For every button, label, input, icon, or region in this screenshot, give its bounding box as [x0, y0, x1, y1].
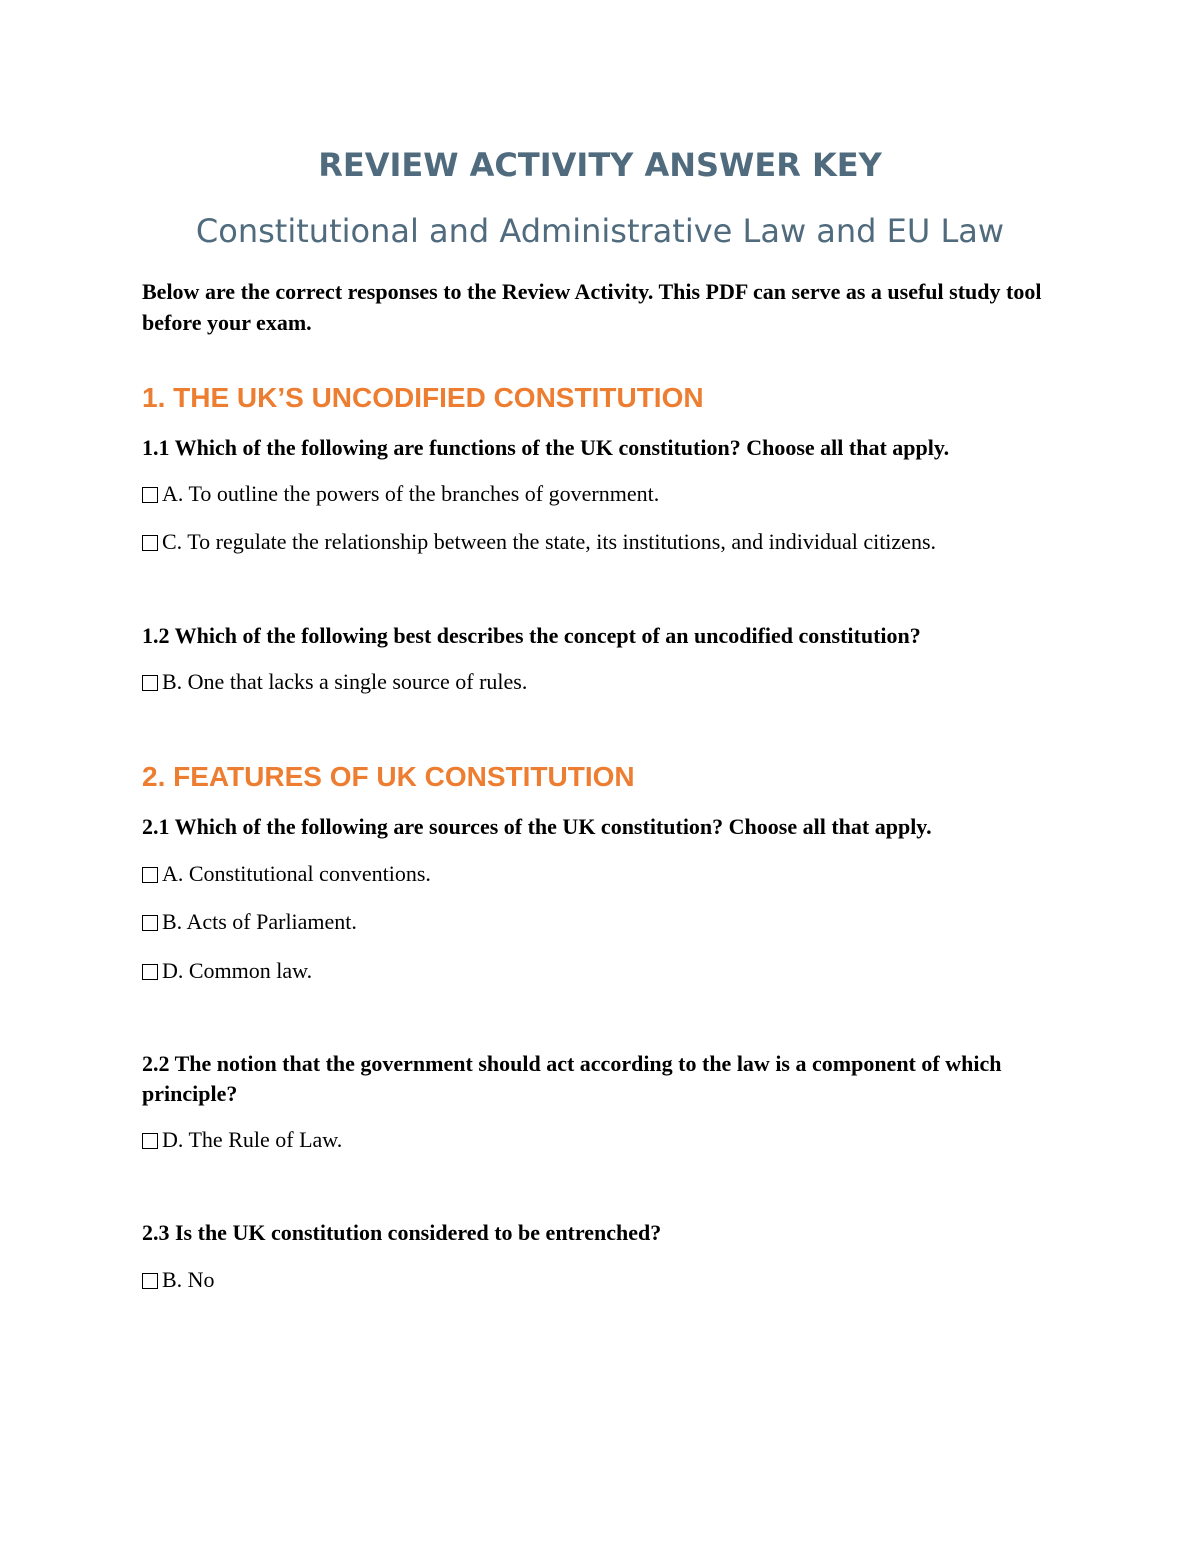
answer-2-1-a[interactable] [142, 860, 431, 888]
answer-label: A. To outline the powers of the branches of government. [162, 481, 660, 506]
question-2-2: 2.2 The notion that the government should act according to the law is a component of which principle? [142, 1051, 1002, 1106]
question-1-2: 1.2 Which of the following best describes the concept of an uncodified constitution? [142, 623, 921, 648]
section-heading-2: 2. FEATURES OF UK CONSTITUTION [142, 761, 635, 792]
answer-label: D. The Rule of Law. [162, 1127, 343, 1152]
answer-label: B. One that lacks a single source of rules. [162, 669, 528, 694]
answer-label: B. No [162, 1267, 215, 1292]
question-2-1: 2.1 Which of the following are sources of the UK constitution? Choose all that apply. [142, 814, 932, 839]
answer-label: D. Common law. [162, 958, 313, 983]
section-heading-1: 1. THE UK’S UNCODIFIED CONSTITUTION [142, 382, 704, 413]
answer-label: B. Acts of Parliament. [162, 909, 357, 934]
answer-2-1-d[interactable] [142, 957, 312, 985]
answer-2-1-b[interactable] [142, 908, 357, 936]
document-subtitle: Constitutional and Administrative Law and EU Law [195, 212, 1005, 250]
checkbox-icon[interactable] [142, 867, 158, 883]
intro-paragraph: Below are the correct responses to the Review Activity. This PDF can serve as a useful study tool before your exam. [142, 279, 1042, 335]
question-1-1: 1.1 Which of the following are functions of the UK constitution? Choose all that apply. [142, 435, 950, 460]
answer-1-2-b[interactable] [142, 668, 527, 696]
checkbox-icon[interactable] [142, 535, 158, 551]
answer-label: A. Constitutional conventions. [162, 861, 431, 886]
answer-1-1-c[interactable] [142, 528, 936, 556]
answer-1-1-a[interactable] [142, 480, 659, 508]
question-2-3: 2.3 Is the UK constitution considered to be entrenched? [142, 1220, 662, 1245]
checkbox-icon[interactable] [142, 1273, 158, 1289]
document-title: REVIEW ACTIVITY ANSWER KEY [318, 146, 882, 184]
answer-label: C. To regulate the relationship between the state, its institutions, and individual citizens. [162, 529, 937, 554]
checkbox-icon[interactable] [142, 487, 158, 503]
checkbox-icon[interactable] [142, 1133, 158, 1149]
checkbox-icon[interactable] [142, 915, 158, 931]
checkbox-icon[interactable] [142, 675, 158, 691]
answer-2-3-b[interactable] [142, 1266, 215, 1294]
answer-2-2-d[interactable] [142, 1126, 342, 1154]
checkbox-icon[interactable] [142, 964, 158, 980]
